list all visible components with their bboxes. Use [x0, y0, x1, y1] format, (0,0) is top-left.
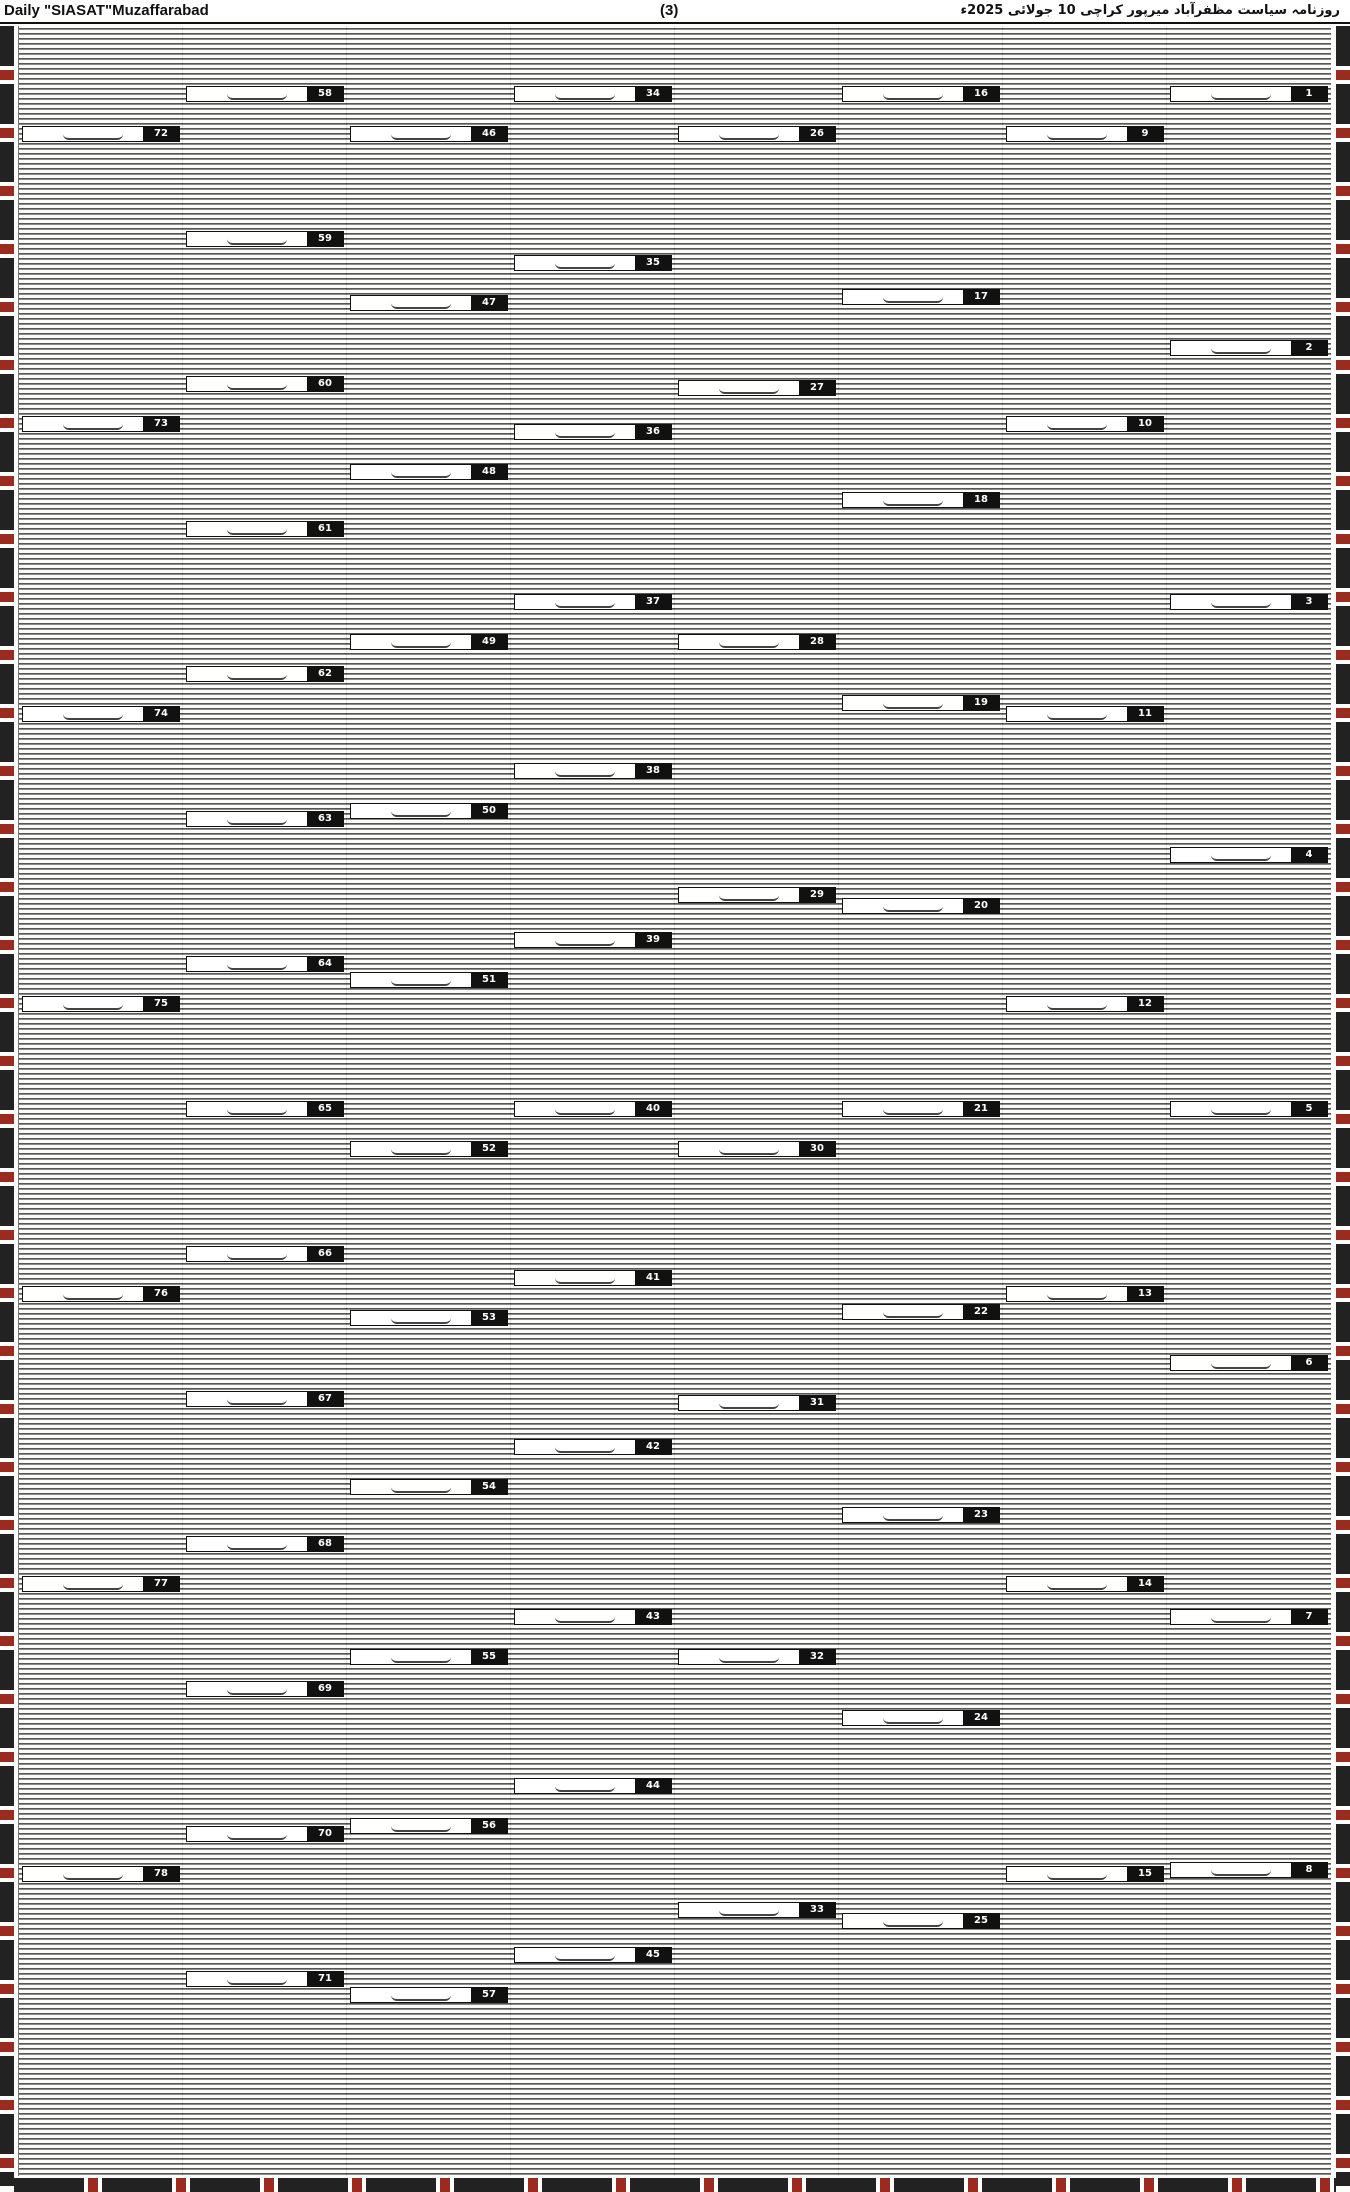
- item-number-box: [1170, 594, 1328, 610]
- item-number: 48: [471, 465, 507, 479]
- item-number: 67: [307, 1392, 343, 1406]
- item-number: 21: [963, 1102, 999, 1116]
- heading-ornament: [719, 1397, 779, 1409]
- item-number-box: [22, 126, 180, 142]
- item-number-box: [186, 1391, 344, 1407]
- item-number: 75: [143, 997, 179, 1011]
- item-number-box: [22, 1576, 180, 1592]
- item-number: 29: [799, 888, 835, 902]
- item-number-box: [514, 1778, 672, 1794]
- heading-ornament: [227, 958, 287, 970]
- heading-ornament: [391, 1312, 451, 1324]
- heading-ornament: [391, 297, 451, 309]
- page-number: (3): [660, 2, 679, 19]
- heading-ornament: [63, 128, 123, 140]
- heading-ornament: [555, 1949, 615, 1961]
- item-number-box: [22, 996, 180, 1012]
- item-number-box: [350, 1141, 508, 1157]
- item-number-box: [350, 972, 508, 988]
- item-number: 33: [799, 1903, 835, 1917]
- item-number-box: [186, 666, 344, 682]
- item-number: 39: [635, 933, 671, 947]
- item-number-box: [678, 126, 836, 142]
- item-number-box: [514, 932, 672, 948]
- heading-ornament: [391, 128, 451, 140]
- column-body-text: [347, 26, 511, 2176]
- heading-ornament: [227, 1828, 287, 1840]
- heading-ornament: [227, 88, 287, 100]
- heading-ornament: [227, 1393, 287, 1405]
- item-number: 9: [1127, 127, 1163, 141]
- item-number: 26: [799, 127, 835, 141]
- item-number-box: [186, 86, 344, 102]
- item-number-box: [1170, 1101, 1328, 1117]
- item-number-box: [22, 1286, 180, 1302]
- item-number: 76: [143, 1287, 179, 1301]
- heading-ornament: [883, 291, 943, 303]
- right-decorative-border: [1336, 26, 1350, 2186]
- item-number: 17: [963, 290, 999, 304]
- heading-ornament: [1211, 1611, 1271, 1623]
- item-number-box: [186, 1826, 344, 1842]
- item-number: 46: [471, 127, 507, 141]
- item-number-box: [186, 1246, 344, 1262]
- news-columns: [18, 26, 1330, 2176]
- item-number-box: [514, 1947, 672, 1963]
- masthead-urdu-title: روزنامہ سیاست مظفرآباد میرپور کراچی 10 جولائی 2025ء: [960, 3, 1340, 18]
- heading-ornament: [1211, 342, 1271, 354]
- item-number-box: [186, 1971, 344, 1987]
- item-number: 25: [963, 1914, 999, 1928]
- item-number-box: [350, 1479, 508, 1495]
- heading-ornament: [391, 1651, 451, 1663]
- heading-ornament: [719, 128, 779, 140]
- item-number-box: [842, 1507, 1000, 1523]
- heading-ornament: [555, 88, 615, 100]
- item-number-box: [186, 956, 344, 972]
- item-number: 38: [635, 764, 671, 778]
- column-body-text: [19, 26, 183, 2176]
- item-number: 6: [1291, 1356, 1327, 1370]
- item-number-box: [1006, 1866, 1164, 1882]
- item-number-box: [842, 1101, 1000, 1117]
- item-number: 7: [1291, 1610, 1327, 1624]
- heading-ornament: [227, 1683, 287, 1695]
- item-number: 32: [799, 1650, 835, 1664]
- heading-ornament: [63, 1288, 123, 1300]
- heading-ornament: [391, 1820, 451, 1832]
- heading-ornament: [1211, 1103, 1271, 1115]
- item-number: 8: [1291, 1863, 1327, 1877]
- heading-ornament: [719, 889, 779, 901]
- item-number-box: [350, 634, 508, 650]
- heading-ornament: [883, 1915, 943, 1927]
- item-number: 58: [307, 87, 343, 101]
- left-decorative-border: [0, 26, 14, 2186]
- heading-ornament: [391, 974, 451, 986]
- heading-ornament: [1047, 418, 1107, 430]
- item-number: 34: [635, 87, 671, 101]
- heading-ornament: [227, 523, 287, 535]
- heading-ornament: [63, 1868, 123, 1880]
- heading-ornament: [391, 805, 451, 817]
- heading-ornament: [883, 1712, 943, 1724]
- item-number-box: [842, 86, 1000, 102]
- column-body-text: [1003, 26, 1167, 2176]
- heading-ornament: [227, 1538, 287, 1550]
- heading-ornament: [719, 1651, 779, 1663]
- news-column: [1166, 26, 1331, 2176]
- item-number-box: [1006, 1576, 1164, 1592]
- item-number-box: [842, 695, 1000, 711]
- item-number-box: [842, 289, 1000, 305]
- heading-ornament: [1047, 1288, 1107, 1300]
- item-number: 74: [143, 707, 179, 721]
- item-number-box: [678, 1902, 836, 1918]
- item-number-box: [350, 1818, 508, 1834]
- item-number-box: [22, 416, 180, 432]
- item-number: 66: [307, 1247, 343, 1261]
- item-number-box: [842, 492, 1000, 508]
- item-number: 5: [1291, 1102, 1327, 1116]
- item-number: 78: [143, 1867, 179, 1881]
- item-number-box: [1170, 1862, 1328, 1878]
- item-number-box: [186, 376, 344, 392]
- item-number-box: [514, 763, 672, 779]
- item-number: 51: [471, 973, 507, 987]
- news-column: [838, 26, 1003, 2176]
- item-number-box: [1006, 416, 1164, 432]
- heading-ornament: [227, 1103, 287, 1115]
- heading-ornament: [883, 900, 943, 912]
- heading-ornament: [1211, 1864, 1271, 1876]
- news-column: [182, 26, 347, 2176]
- heading-ornament: [719, 1904, 779, 1916]
- item-number-box: [842, 1304, 1000, 1320]
- item-number-box: [350, 1987, 508, 2003]
- item-number-box: [678, 1395, 836, 1411]
- heading-ornament: [719, 1143, 779, 1155]
- news-column: [674, 26, 839, 2176]
- item-number-box: [186, 1101, 344, 1117]
- item-number: 70: [307, 1827, 343, 1841]
- heading-ornament: [555, 596, 615, 608]
- item-number: 2: [1291, 341, 1327, 355]
- item-number: 54: [471, 1480, 507, 1494]
- item-number: 14: [1127, 1577, 1163, 1591]
- item-number-box: [678, 887, 836, 903]
- item-number-box: [1006, 706, 1164, 722]
- item-number: 12: [1127, 997, 1163, 1011]
- news-column: [510, 26, 675, 2176]
- item-number-box: [842, 1913, 1000, 1929]
- heading-ornament: [719, 636, 779, 648]
- item-number: 28: [799, 635, 835, 649]
- item-number: 50: [471, 804, 507, 818]
- heading-ornament: [555, 765, 615, 777]
- heading-ornament: [63, 708, 123, 720]
- item-number: 68: [307, 1537, 343, 1551]
- item-number-box: [1170, 1609, 1328, 1625]
- item-number: 16: [963, 87, 999, 101]
- item-number: 59: [307, 232, 343, 246]
- item-number: 40: [635, 1102, 671, 1116]
- heading-ornament: [555, 257, 615, 269]
- item-number-box: [1170, 86, 1328, 102]
- heading-ornament: [1211, 88, 1271, 100]
- item-number: 24: [963, 1711, 999, 1725]
- heading-ornament: [227, 378, 287, 390]
- heading-ornament: [63, 998, 123, 1010]
- item-number-box: [350, 1310, 508, 1326]
- heading-ornament: [391, 1143, 451, 1155]
- heading-ornament: [719, 382, 779, 394]
- item-number: 55: [471, 1650, 507, 1664]
- column-body-text: [675, 26, 839, 2176]
- heading-ornament: [1047, 708, 1107, 720]
- heading-ornament: [883, 1306, 943, 1318]
- news-column: [1002, 26, 1167, 2176]
- item-number-box: [678, 634, 836, 650]
- heading-ornament: [555, 1272, 615, 1284]
- item-number-box: [1170, 847, 1328, 863]
- item-number-box: [186, 1681, 344, 1697]
- item-number-box: [186, 231, 344, 247]
- item-number-box: [1006, 996, 1164, 1012]
- heading-ornament: [1047, 1578, 1107, 1590]
- item-number: 43: [635, 1610, 671, 1624]
- item-number: 77: [143, 1577, 179, 1591]
- item-number: 64: [307, 957, 343, 971]
- masthead-english-title: Daily "SIASAT"Muzaffarabad: [4, 2, 209, 19]
- heading-ornament: [227, 813, 287, 825]
- item-number: 11: [1127, 707, 1163, 721]
- item-number-box: [350, 464, 508, 480]
- item-number-box: [186, 521, 344, 537]
- news-column: [346, 26, 511, 2176]
- item-number: 71: [307, 1972, 343, 1986]
- item-number-box: [842, 898, 1000, 914]
- item-number-box: [1006, 1286, 1164, 1302]
- item-number: 37: [635, 595, 671, 609]
- item-number: 69: [307, 1682, 343, 1696]
- heading-ornament: [391, 1481, 451, 1493]
- item-number: 41: [635, 1271, 671, 1285]
- item-number: 72: [143, 127, 179, 141]
- item-number-box: [1170, 1355, 1328, 1371]
- item-number-box: [842, 1710, 1000, 1726]
- item-number-box: [22, 1866, 180, 1882]
- item-number-box: [1170, 340, 1328, 356]
- item-number: 3: [1291, 595, 1327, 609]
- item-number: 65: [307, 1102, 343, 1116]
- heading-ornament: [391, 1989, 451, 2001]
- heading-ornament: [63, 1578, 123, 1590]
- item-number: 4: [1291, 848, 1327, 862]
- heading-ornament: [227, 1973, 287, 1985]
- masthead: [0, 0, 1350, 24]
- heading-ornament: [883, 88, 943, 100]
- item-number: 45: [635, 1948, 671, 1962]
- item-number-box: [514, 1101, 672, 1117]
- item-number: 63: [307, 812, 343, 826]
- item-number-box: [514, 424, 672, 440]
- heading-ornament: [883, 697, 943, 709]
- item-number-box: [350, 126, 508, 142]
- item-number: 61: [307, 522, 343, 536]
- item-number-box: [186, 1536, 344, 1552]
- item-number-box: [678, 1649, 836, 1665]
- item-number: 20: [963, 899, 999, 913]
- news-column: [18, 26, 183, 2176]
- item-number-box: [514, 1439, 672, 1455]
- item-number-box: [514, 86, 672, 102]
- heading-ornament: [1211, 596, 1271, 608]
- item-number: 10: [1127, 417, 1163, 431]
- heading-ornament: [391, 636, 451, 648]
- heading-ornament: [227, 233, 287, 245]
- heading-ornament: [883, 1509, 943, 1521]
- item-number: 23: [963, 1508, 999, 1522]
- item-number: 42: [635, 1440, 671, 1454]
- item-number-box: [350, 1649, 508, 1665]
- heading-ornament: [63, 418, 123, 430]
- item-number: 30: [799, 1142, 835, 1156]
- item-number-box: [678, 1141, 836, 1157]
- heading-ornament: [555, 934, 615, 946]
- heading-ornament: [555, 1441, 615, 1453]
- item-number: 19: [963, 696, 999, 710]
- heading-ornament: [555, 1611, 615, 1623]
- heading-ornament: [1047, 998, 1107, 1010]
- item-number: 57: [471, 1988, 507, 2002]
- heading-ornament: [227, 1248, 287, 1260]
- item-number: 18: [963, 493, 999, 507]
- item-number: 49: [471, 635, 507, 649]
- item-number: 52: [471, 1142, 507, 1156]
- item-number: 27: [799, 381, 835, 395]
- heading-ornament: [391, 466, 451, 478]
- heading-ornament: [555, 426, 615, 438]
- item-number: 53: [471, 1311, 507, 1325]
- heading-ornament: [227, 668, 287, 680]
- bottom-decorative-border: [14, 2178, 1336, 2192]
- item-number-box: [678, 380, 836, 396]
- heading-ornament: [1047, 128, 1107, 140]
- item-number-box: [514, 255, 672, 271]
- item-number: 56: [471, 1819, 507, 1833]
- item-number-box: [350, 803, 508, 819]
- heading-ornament: [1211, 1357, 1271, 1369]
- item-number: 44: [635, 1779, 671, 1793]
- item-number-box: [1006, 126, 1164, 142]
- item-number: 1: [1291, 87, 1327, 101]
- item-number: 73: [143, 417, 179, 431]
- item-number-box: [186, 811, 344, 827]
- heading-ornament: [883, 494, 943, 506]
- item-number-box: [514, 594, 672, 610]
- item-number: 35: [635, 256, 671, 270]
- item-number-box: [350, 295, 508, 311]
- item-number-box: [22, 706, 180, 722]
- item-number: 36: [635, 425, 671, 439]
- item-number: 13: [1127, 1287, 1163, 1301]
- item-number: 15: [1127, 1867, 1163, 1881]
- item-number-box: [514, 1609, 672, 1625]
- item-number: 62: [307, 667, 343, 681]
- item-number: 31: [799, 1396, 835, 1410]
- heading-ornament: [1211, 849, 1271, 861]
- item-number-box: [514, 1270, 672, 1286]
- item-number: 47: [471, 296, 507, 310]
- item-number: 60: [307, 377, 343, 391]
- heading-ornament: [555, 1780, 615, 1792]
- item-number: 22: [963, 1305, 999, 1319]
- heading-ornament: [883, 1103, 943, 1115]
- heading-ornament: [555, 1103, 615, 1115]
- heading-ornament: [1047, 1868, 1107, 1880]
